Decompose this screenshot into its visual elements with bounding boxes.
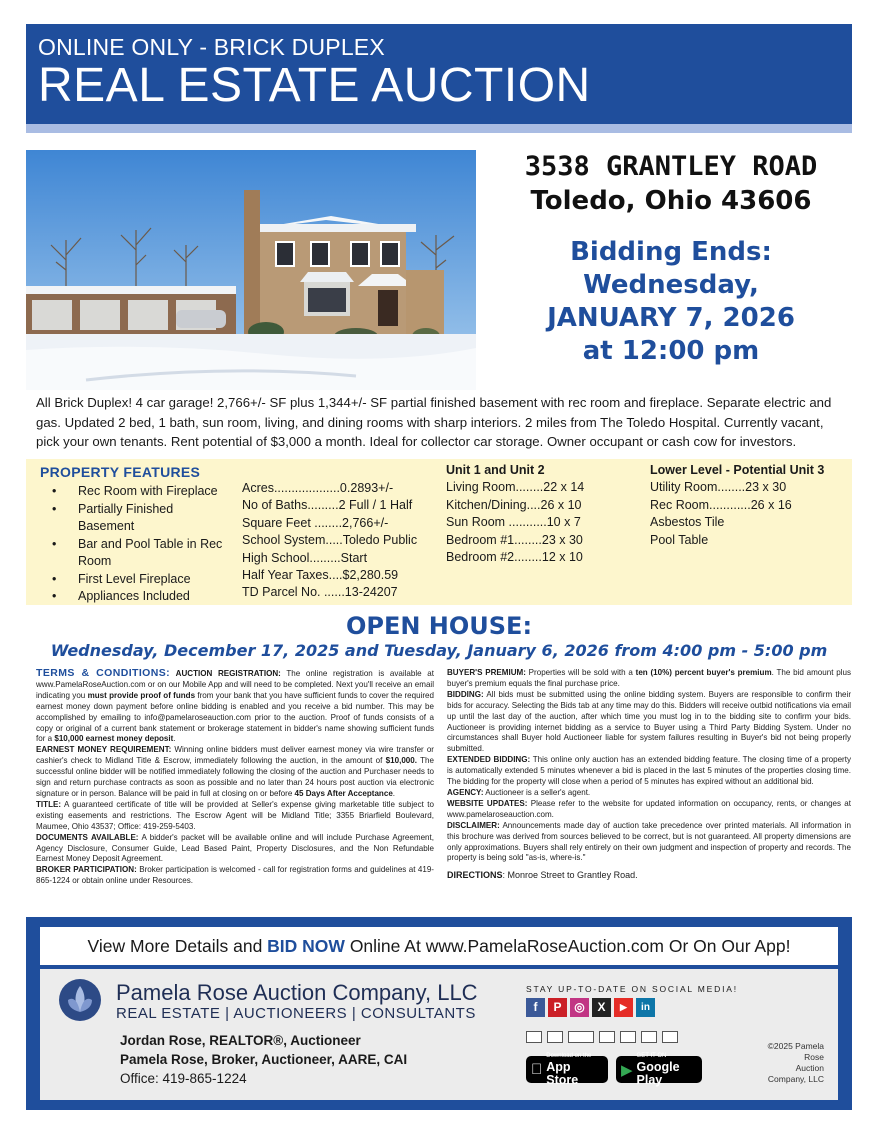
bidding-time: at 12:00 pm — [582, 336, 760, 366]
property-features — [26, 459, 852, 605]
equal-housing-icon — [641, 1031, 657, 1043]
banner-text: Online At www.PamelaRoseAuction.com Or On Our App! — [344, 936, 791, 956]
badge-icon — [620, 1031, 636, 1043]
feature-item: • Appliances Included — [52, 588, 232, 606]
features-title: PROPERTY FEATURES — [40, 464, 201, 480]
google-play-button[interactable] — [616, 1053, 702, 1087]
documents-text: A bidder's packet will be available online and will include Purchase Agreement, Agency Disclosure, Consumer Guide, Lead Based Paint, Property Disclosures, and the Non Refundable Earnest Money Deposit Agreement. — [36, 832, 435, 864]
room-row: Rec Room............26 x 16 — [650, 497, 792, 512]
google-play-label — [637, 1052, 696, 1087]
fact-row: Half Year Taxes....$2,280.59 — [242, 568, 399, 583]
footer — [26, 917, 852, 1110]
buyers-premium — [447, 668, 851, 690]
badge-icon — [526, 1031, 542, 1043]
bidding-terms — [447, 690, 851, 755]
property-photo — [26, 150, 476, 390]
website-text: Please refer to the website for updated information on occupancy, rents, or changes at www.pamelaroseauction.com. — [447, 798, 852, 819]
copyright-line: ©2025 Pamela — [767, 1041, 824, 1051]
agency-text: Auctioneer is a seller's agent. — [483, 787, 591, 797]
disclaimer-label: DISCLAIMER: — [447, 820, 500, 830]
badge-icon — [547, 1031, 563, 1043]
earnest-days: 45 Days After Acceptance — [294, 788, 393, 798]
google-play-small: GET IT ON — [636, 1053, 667, 1059]
earnest-text: . — [392, 788, 396, 798]
bidding-ends — [490, 236, 852, 368]
documents-available — [36, 833, 434, 866]
bid-now-link[interactable]: BID NOW — [267, 936, 345, 956]
bid-now-banner[interactable] — [40, 927, 838, 965]
directions-label: DIRECTIONS — [447, 870, 503, 881]
bidding-terms-label: BIDDING: — [447, 689, 484, 699]
lower-level-rooms — [650, 462, 824, 549]
room-row: Asbestos Tile — [650, 515, 725, 530]
copyright — [762, 1041, 824, 1085]
premium-label: BUYER'S PREMIUM: — [447, 668, 526, 677]
registration-text: . — [173, 734, 176, 744]
registration-deposit: $10,000 earnest money deposit — [54, 734, 174, 744]
apple-icon — [531, 1061, 542, 1078]
copyright-line: Rose — [804, 1052, 824, 1062]
title-text: A guaranteed certificate of title will be provided at Seller's expense giving marketable title subject to existing easements and restrictions. The Escrow Agent will be Midland Title; 3355 Briarfield Boulevard, Maumee, Ohio 43537; Office: 419-259-5403. — [36, 799, 434, 831]
extended-label: EXTENDED BIDDING: — [447, 755, 531, 765]
open-house-title: OPEN HOUSE: — [345, 612, 533, 640]
earnest-amount: $10,000. — [385, 756, 417, 766]
copyright-line: Auction — [795, 1063, 824, 1073]
address-block — [490, 150, 852, 368]
terms-right-column — [447, 668, 851, 881]
bidding-label: Bidding Ends: — [570, 237, 772, 267]
website-updates — [447, 799, 851, 821]
company-panel — [40, 969, 838, 1100]
directions — [447, 870, 851, 881]
header-accent-strip — [26, 124, 852, 133]
feature-item: • Partially Finished Basement — [52, 501, 232, 536]
extended-bidding — [447, 755, 851, 788]
bidding-day: Wednesday, — [583, 270, 759, 300]
pinterest-icon[interactable]: P — [548, 998, 567, 1017]
company-name: Pamela Rose Auction Company, LLC — [116, 980, 478, 1005]
documents-label: DOCUMENTS AVAILABLE: — [36, 832, 139, 842]
app-store-buttons — [526, 1053, 702, 1087]
earnest-text: The successful online bidder will be notified immediately following the closing of the auction and Purchaser needs to sign and return purchase contracts as soon as possible and no later than 24 hours post auction via electronic signature or in person. Balance will be paid in full at closing on or before — [36, 756, 434, 798]
street-address: 3538 GRANTLEY ROAD — [524, 151, 818, 182]
room-row: Bedroom #1........23 x 30 — [446, 532, 583, 547]
feature-item: • First Level Fireplace — [52, 571, 232, 589]
room-row: Kitchen/Dining....26 x 10 — [446, 497, 582, 512]
fact-row: Square Feet ........2,766+/- — [242, 515, 389, 530]
open-house — [26, 612, 852, 662]
social-title: STAY UP-TO-DATE ON SOCIAL MEDIA! — [526, 984, 738, 994]
city-state-zip: Toledo, Ohio 43606 — [530, 186, 812, 216]
earnest-text: Winning online bidders must deliver earnest money via wire transfer or cashier's check to Midland Title & Escrow, immediately following the auction, in the amount of — [36, 745, 434, 766]
fact-row: No of Baths.........2 Full / 1 Half — [242, 498, 413, 513]
banner-text: View More Details and — [87, 936, 268, 956]
disclaimer-text: Announcements made day of auction take precedence over printed materials. All information in this brochure was derived from sources believed to be correct, but is not guaranteed. All property dimensions are only approximations. Buyers shall rely entirely on their own judgment and inspection of property and records. The property is being sold "as-is, where-is." — [447, 820, 851, 863]
agency-label: AGENCY: — [447, 787, 484, 797]
broker-label: BROKER PARTICIPATION: — [36, 865, 137, 875]
auction-registration — [36, 668, 434, 745]
premium-text: . The bid amount plus buyer's premium equals the final purchase price. — [447, 668, 851, 688]
title-terms — [36, 800, 434, 833]
app-store-large: App Store — [535, 1066, 595, 1081]
fact-row: High School.........Start — [242, 550, 368, 565]
broker-participation — [36, 865, 434, 887]
contact-pamela: Pamela Rose, Broker, Auctioneer, AARE, CAI — [120, 1052, 408, 1067]
badge-icon — [599, 1031, 615, 1043]
registration-text: from your bank that you have sufficient funds to cover the required earnest money down payment before online bidding is enabled and you receive a bid number. This may be accomplished by emailing to info@pamelaroseauction.com prior to the auction. Proof of funds consists of a copy or original of a current bank statement or brokerage statement in bidder's name showing sufficient funds for a — [36, 690, 434, 744]
broker-text: Broker participation is welcomed - call for registration forms and guidelines at 419-865-1224 or obtain online under Resources. — [36, 865, 434, 886]
registration-proof: must provide proof of funds — [87, 690, 196, 700]
bidding-terms-text: All bids must be submitted using the online bidding system. Buyers are responsible to confirm their bids for accuracy. Selecting the Bids tab at any time may do this. Bidders will receive outbid notifications via email up until the last day of the auction, after which time you must log in to the bidding site to confirm your bids. Auctioneer is providing internet bidding as a service to Buyer using a Third Party Bidding System. Under no circumstances shall Buyer hold Auctioneer liable for system failures resulting in Buyer's bid not being properly submitted. — [447, 689, 851, 754]
google-play-large: Google Play — [636, 1060, 680, 1087]
linkedin-icon[interactable]: in — [636, 998, 655, 1017]
fact-row: Acres...................0.2893+/- — [242, 481, 394, 495]
app-store-small: Download on the — [535, 1059, 581, 1066]
header-title: REAL ESTATE AUCTION — [38, 59, 591, 112]
website-label: WEBSITE UPDATES: — [447, 798, 528, 808]
company-tagline: REAL ESTATE | AUCTIONEERS | CONSULTANTS — [116, 1005, 476, 1022]
property-description: All Brick Duplex! 4 car garage! 2,766+/- SF plus 1,344+/- SF partial finished basement with rec room and fireplace. Separate electric and gas. Updated 2 bed, 1 bath, sun room, living, and dining rooms with sharp interiors. 2 miles from The Toledo Hospital. Currently vacant, pick your own tenants. Rent potential of $3,000 a month. Ideal for collector car storage. Owner occupant or cash cow for investors. — [36, 395, 832, 449]
instagram-icon[interactable]: ◎ — [570, 998, 589, 1017]
directions-text: : Monroe Street to Grantley Road. — [502, 870, 638, 881]
earnest-money — [36, 745, 434, 800]
app-store-label — [535, 1052, 602, 1087]
header-subtitle: ONLINE ONLY - BRICK DUPLEX — [38, 34, 385, 60]
unit-rooms — [446, 462, 584, 566]
certification-badges — [526, 1031, 678, 1043]
room-row: Bedroom #2........12 x 10 — [446, 550, 583, 565]
badge-icon — [568, 1031, 594, 1043]
room-row: Living Room........22 x 14 — [446, 480, 585, 495]
room-row: Sun Room ...........10 x 7 — [446, 515, 581, 530]
registration-text: The online registration is available at www.PamelaRoseAuction.com or on our Mobile App and will need to be completed. Next you'll receive an email indicating you — [36, 669, 434, 700]
bidding-date: JANUARY 7, 2026 — [547, 303, 795, 333]
badge-icon — [662, 1031, 678, 1043]
feature-item: • Bar and Pool Table in Rec Room — [52, 536, 232, 571]
fact-row: TD Parcel No. ......13-24207 — [242, 585, 398, 600]
earnest-label: EARNEST MONEY REQUIREMENT: — [36, 745, 172, 755]
premium-text: Properties will be sold with a — [525, 668, 636, 677]
premium-rate: ten (10%) percent buyer's premium — [635, 668, 772, 677]
social-icons — [526, 998, 655, 1017]
company-logo-icon — [58, 978, 102, 1022]
room-row: Pool Table — [650, 532, 709, 547]
app-store-button[interactable] — [526, 1056, 608, 1083]
header-banner — [26, 24, 852, 124]
copyright-line: Company, LLC — [767, 1074, 824, 1084]
google-play-icon: ▶ — [621, 1061, 633, 1079]
lower-level-title: Lower Level - Potential Unit 3 — [650, 463, 825, 477]
x-icon[interactable]: X — [592, 998, 611, 1017]
feature-item: • Rec Room with Fireplace — [52, 483, 232, 501]
features-list — [52, 483, 232, 606]
extended-text: This online only auction has an extended bidding feature. The closing time of a property is automatically extended 5 minutes whenever a bid is placed in the last 5 minutes of the properties closing time. The bidding for the property will close when a period of 5 minutes has expired without an additional bid. — [447, 755, 851, 787]
registration-label: AUCTION REGISTRATION: — [175, 669, 281, 678]
disclaimer — [447, 821, 851, 865]
terms-left-column — [36, 668, 434, 887]
unit-rooms-title: Unit 1 and Unit 2 — [446, 463, 545, 477]
room-row: Utility Room........23 x 30 — [650, 480, 787, 495]
agency — [447, 788, 851, 799]
property-facts — [242, 480, 417, 602]
terms-heading: TERMS & CONDITIONS: — [36, 667, 170, 679]
contacts — [120, 1031, 407, 1088]
open-house-dates: Wednesday, December 17, 2025 and Tuesday, January 6, 2026 from 4:00 pm - 5:00 pm — [50, 641, 828, 660]
office-phone[interactable]: Office: 419-865-1224 — [120, 1071, 247, 1086]
title-label: TITLE: — [36, 799, 62, 809]
fact-row: School System.....Toledo Public — [242, 533, 418, 548]
youtube-icon[interactable]: ▶ — [614, 998, 633, 1017]
contact-jordan: Jordan Rose, REALTOR®, Auctioneer — [120, 1033, 361, 1048]
facebook-icon[interactable]: f — [526, 998, 545, 1017]
